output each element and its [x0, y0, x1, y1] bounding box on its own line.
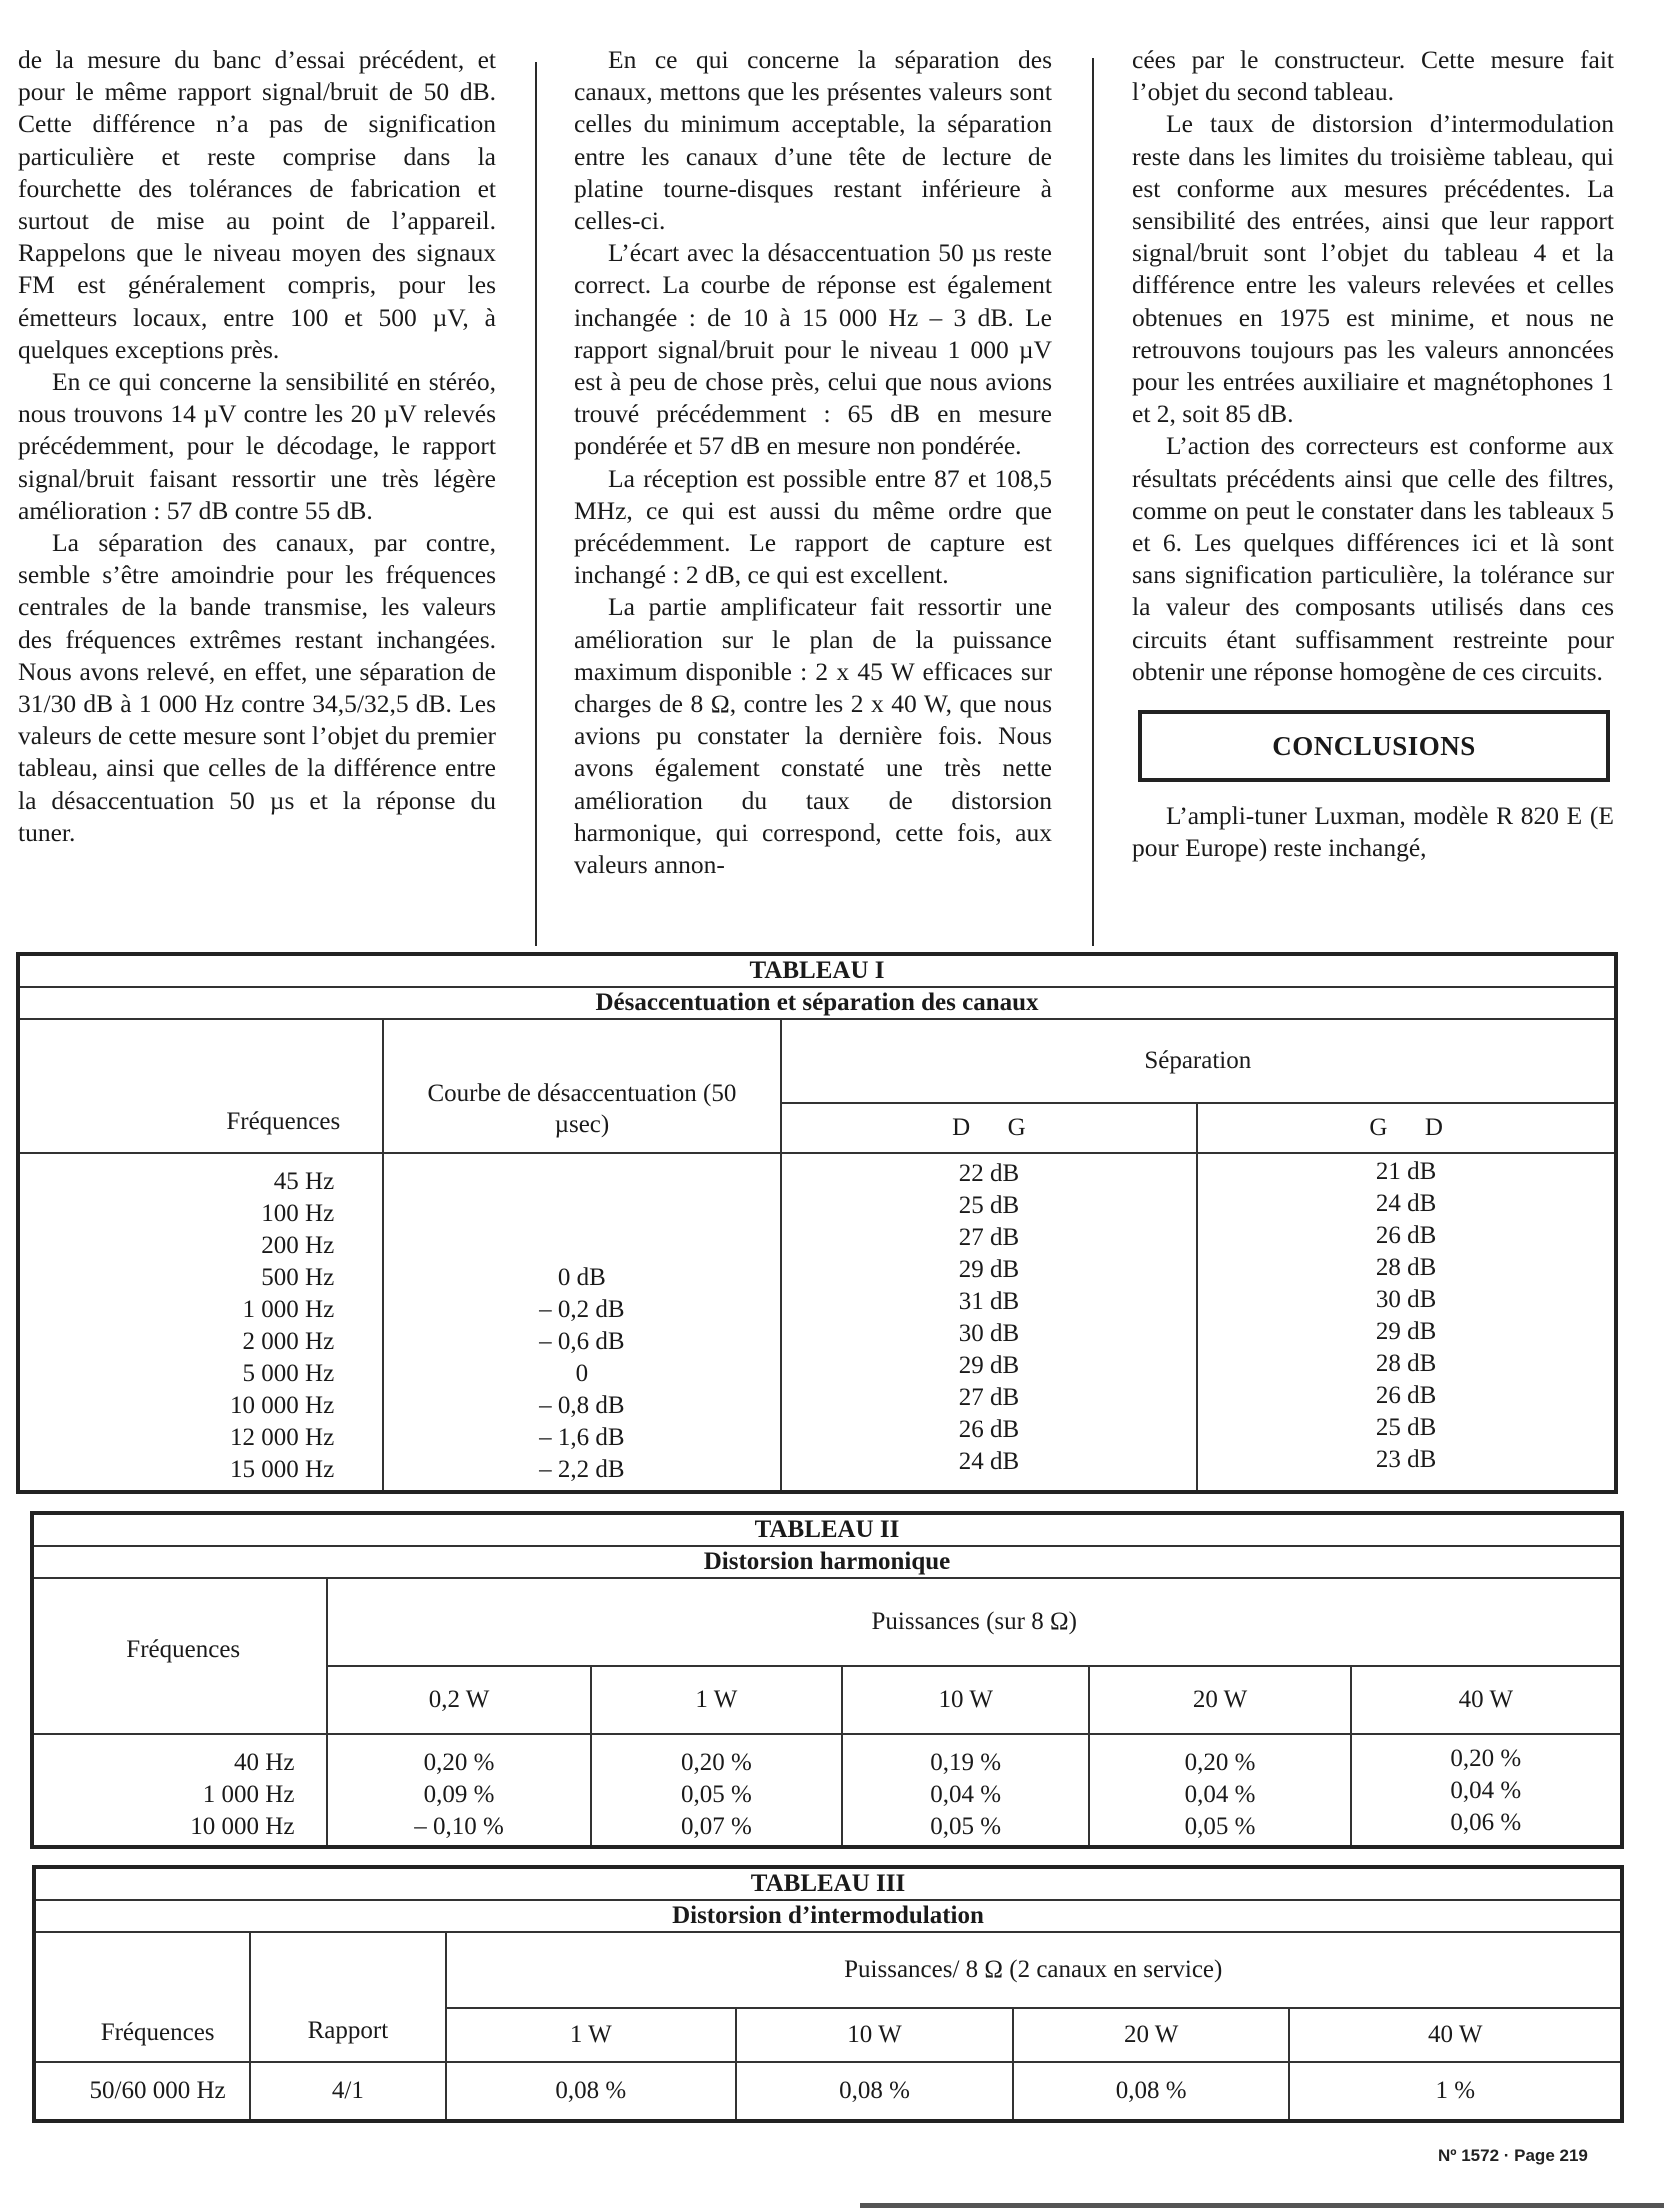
- cell: 0,20 %: [680, 1749, 752, 1776]
- cell: 28 dB: [1375, 1350, 1437, 1377]
- cell: 25 dB: [1375, 1414, 1437, 1441]
- header-power: 1 W: [591, 1666, 842, 1734]
- paragraph: La partie amplificateur fait ressortir une amélioration sur le plan de la puissance maximum disponible : 2 x 45 W efficaces sur charges de 8 Ω, contre les 2 x 40 W, que nous avions pu constater la dernière fois. Nous avons également constaté une très nette amélioration du taux de distorsion harmonique, qui correspond, cette fois, aux valeurs annon-: [574, 592, 1052, 880]
- page-edge-shadow: [860, 2203, 1664, 2208]
- cell: 31 dB: [958, 1288, 1020, 1315]
- cell: 12 000 Hz: [230, 1424, 335, 1451]
- cell: 28 dB: [1375, 1254, 1437, 1281]
- cell: 5 000 Hz: [242, 1360, 335, 1387]
- cell: 0,08 %: [446, 2062, 737, 2121]
- paragraph: de la mesure du banc d’essai précédent, et pour le même rapport signal/bruit de 50 dB. Cette différence n’a pas de signification particulière et reste comprise dans la fourchette des tolérances de fabrication et surtout de mise au point de l’appareil. Rappelons que le niveau moyen des signaux FM est généralement compris, pour les émetteurs locaux, entre 100 et 500 µV, à quelques exceptions près.: [18, 45, 496, 364]
- table-title: TABLEAU I: [18, 954, 1616, 987]
- column-courbe: [383, 1153, 780, 1492]
- cell: [384, 1166, 779, 1198]
- cell: 0,04 %: [1184, 1781, 1256, 1808]
- header-courbe: Courbe de désaccentuation (50 µsec): [383, 1019, 780, 1153]
- paragraph: L’action des correcteurs est conforme aux résultats précédents ainsi que celle des filtres, comme on peut le constater dans les tableaux 5 et 6. Les quelques différences ici et là sont sans signification particulière, la tolérance sur la valeur des composants utilisés dans ces circuits étant suffisamment restreinte pour obtenir une réponse homogène de ces circuits.: [1132, 431, 1614, 686]
- cell: 500 Hz: [261, 1264, 335, 1291]
- column-g-d: [1197, 1153, 1616, 1492]
- cell: 26 dB: [1375, 1382, 1437, 1409]
- text-column-2: [574, 44, 1052, 881]
- cell: 1 000 Hz: [242, 1296, 335, 1323]
- header-separation: Séparation: [781, 1019, 1616, 1103]
- column-value: [327, 1734, 590, 1847]
- cell: 15 000 Hz: [230, 1456, 335, 1483]
- header-power: 0,2 W: [327, 1666, 590, 1734]
- cell: 40 Hz: [234, 1749, 295, 1776]
- cell: 23 dB: [1375, 1446, 1437, 1473]
- paragraph: L’écart avec la désaccentuation 50 µs reste correct. La courbe de réponse est également inchangée : de 10 à 15 000 Hz – 3 dB. Le rapport signal/bruit pour le niveau 1 000 µV est à peu de chose près, celui que nous avions trouvé précédemment : 65 dB en mesure pondérée et 57 dB en mesure non pondérée.: [574, 238, 1052, 461]
- cell: 45 Hz: [273, 1168, 335, 1195]
- cell: 1 000 Hz: [202, 1781, 295, 1808]
- table-distorsion-harmonique: [30, 1511, 1624, 1849]
- cell: – 0,10 %: [414, 1813, 504, 1840]
- header-puissances: Puissances (sur 8 Ω): [327, 1578, 1622, 1666]
- header-power: 40 W: [1289, 2008, 1622, 2062]
- header-power: 10 W: [842, 1666, 1089, 1734]
- text-column-1: [18, 44, 496, 849]
- column-frequences: [32, 1734, 327, 1847]
- page-folio: Nº 1572 · Page 219: [1438, 2146, 1588, 2165]
- cell: [384, 1198, 779, 1230]
- header-frequences: Fréquences: [34, 1932, 250, 2062]
- table-subtitle: Distorsion harmonique: [32, 1546, 1622, 1578]
- table-desaccentuation-separation: [16, 952, 1618, 1494]
- cell: 0,09 %: [423, 1781, 495, 1808]
- cell: 0,20 %: [1450, 1745, 1522, 1772]
- paragraph: cées par le constructeur. Cette mesure fait l’objet du second tableau.: [1132, 45, 1614, 107]
- header-power: 40 W: [1351, 1666, 1622, 1734]
- cell: – 0,6 dB: [539, 1328, 625, 1355]
- cell: 0,08 %: [736, 2062, 1013, 2121]
- header-label: Fréquences: [126, 1636, 241, 1663]
- column-frequences: [18, 1153, 383, 1492]
- cell: 0,05 %: [680, 1781, 752, 1808]
- cell: 29 dB: [958, 1352, 1020, 1379]
- table-distorsion-intermodulation: [32, 1865, 1624, 2123]
- column-rule: [1092, 58, 1094, 946]
- cell: 0,04 %: [1450, 1777, 1522, 1804]
- cell: 24 dB: [1375, 1190, 1437, 1217]
- cell: 0,05 %: [930, 1813, 1002, 1840]
- cell: 26 dB: [1375, 1222, 1437, 1249]
- column-rule: [535, 62, 537, 946]
- cell: 0,05 %: [1184, 1813, 1256, 1840]
- header-power: 1 W: [446, 2008, 737, 2062]
- cell-frequence: 50/60 000 Hz: [34, 2062, 250, 2121]
- header-power: 10 W: [736, 2008, 1013, 2062]
- section-heading-box: [1138, 710, 1610, 782]
- column-value: [1089, 1734, 1350, 1847]
- header-power: 20 W: [1013, 2008, 1290, 2062]
- column-d-g: [781, 1153, 1198, 1492]
- cell: 27 dB: [958, 1224, 1020, 1251]
- table-title: TABLEAU III: [34, 1867, 1622, 1900]
- cell: 22 dB: [958, 1160, 1020, 1187]
- cell: 30 dB: [958, 1320, 1020, 1347]
- cell: 27 dB: [958, 1384, 1020, 1411]
- cell: – 0,8 dB: [539, 1392, 625, 1419]
- cell: [384, 1230, 779, 1262]
- cell: 0,08 %: [1013, 2062, 1290, 2121]
- text-column-3: [1132, 44, 1614, 864]
- cell: 0: [575, 1360, 589, 1387]
- cell: 200 Hz: [261, 1232, 335, 1259]
- paragraph: En ce qui concerne la séparation des canaux, mettons que les présentes valeurs sont celles du minimum acceptable, la séparation entre les canaux d’une tête de lecture de platine tourne-disques restant inférieure à celles-ci.: [574, 45, 1052, 236]
- cell: 0,06 %: [1450, 1809, 1522, 1836]
- table-title: TABLEAU II: [32, 1513, 1622, 1546]
- cell: 25 dB: [958, 1192, 1020, 1219]
- cell: 100 Hz: [261, 1200, 335, 1227]
- cell: 10 000 Hz: [190, 1813, 295, 1840]
- column-value: [1351, 1734, 1622, 1847]
- cell: 24 dB: [958, 1448, 1020, 1475]
- cell: 0,19 %: [930, 1749, 1002, 1776]
- cell: 0,04 %: [930, 1781, 1002, 1808]
- cell: 21 dB: [1375, 1158, 1437, 1185]
- table-subtitle: Désaccentuation et séparation des canaux: [18, 987, 1616, 1019]
- cell: 0,20 %: [1184, 1749, 1256, 1776]
- paragraph: En ce qui concerne la sensibilité en stéréo, nous trouvons 14 µV contre les 20 µV relevés précédemment, pour le décodage, le rapport signal/bruit faisant ressortir une très légère amélioration : 57 dB contre 55 dB.: [18, 367, 496, 525]
- header-power: 20 W: [1089, 1666, 1350, 1734]
- cell: – 2,2 dB: [539, 1456, 625, 1483]
- cell: – 1,6 dB: [539, 1424, 625, 1451]
- paragraph: Le taux de distorsion d’intermodulation reste dans les limites du troisième tableau, qui est conforme aux mesures précédentes. La sensibilité des entrées, ainsi que leur rapport signal/bruit sont l’objet du tableau 4 et la différence entre les valeurs relevées et celles obtenues en 1975 est minime, et nous ne retrouvons toujours pas les valeurs annoncées pour les entrées auxiliaire et magnétophones 1 et 2, soit 85 dB.: [1132, 109, 1614, 429]
- cell: 0 dB: [557, 1264, 606, 1291]
- column-value: [842, 1734, 1089, 1847]
- paragraph: L’ampli-tuner Luxman, modèle R 820 E (E pour Europe) reste inchangé,: [1132, 801, 1614, 863]
- cell: 1 %: [1289, 2062, 1622, 2121]
- cell: – 0,2 dB: [539, 1296, 625, 1323]
- cell: 0,07 %: [680, 1813, 752, 1840]
- cell: 0,20 %: [423, 1749, 495, 1776]
- cell: 29 dB: [958, 1256, 1020, 1283]
- paragraph: La séparation des canaux, par contre, semble s’être amoindrie pour les fréquences centrales de la bande transmise, les valeurs des fréquences extrêmes restant inchangées. Nous avons relevé, en effet, une séparation de 31/30 dB à 1 000 Hz contre 34,5/32,5 dB. Les valeurs de cette mesure sont l’objet du premier tableau, ainsi que celles de la différence entre la désaccentuation 50 µs et la réponse du tuner.: [18, 528, 496, 847]
- cell: 29 dB: [1375, 1318, 1437, 1345]
- section-heading: CONCLUSIONS: [1272, 730, 1476, 761]
- header-frequences: [32, 1578, 327, 1734]
- cell-rapport: 4/1: [250, 2062, 445, 2121]
- cell: 2 000 Hz: [242, 1328, 335, 1355]
- header-frequences: Fréquences: [18, 1019, 383, 1153]
- header-g-d: G D: [1197, 1103, 1616, 1153]
- header-puissances: Puissances/ 8 Ω (2 canaux en service): [446, 1932, 1622, 2008]
- header-d-g: D G: [781, 1103, 1198, 1153]
- column-value: [591, 1734, 842, 1847]
- cell: 30 dB: [1375, 1286, 1437, 1313]
- cell: 26 dB: [958, 1416, 1020, 1443]
- header-rapport: Rapport: [250, 1932, 445, 2062]
- paragraph: La réception est possible entre 87 et 108,5 MHz, ce qui est aussi du même ordre que précédemment. Le rapport de capture est inchangé : 2 dB, ce qui est excellent.: [574, 463, 1052, 590]
- cell: 10 000 Hz: [230, 1392, 335, 1419]
- table-subtitle: Distorsion d’intermodulation: [34, 1900, 1622, 1932]
